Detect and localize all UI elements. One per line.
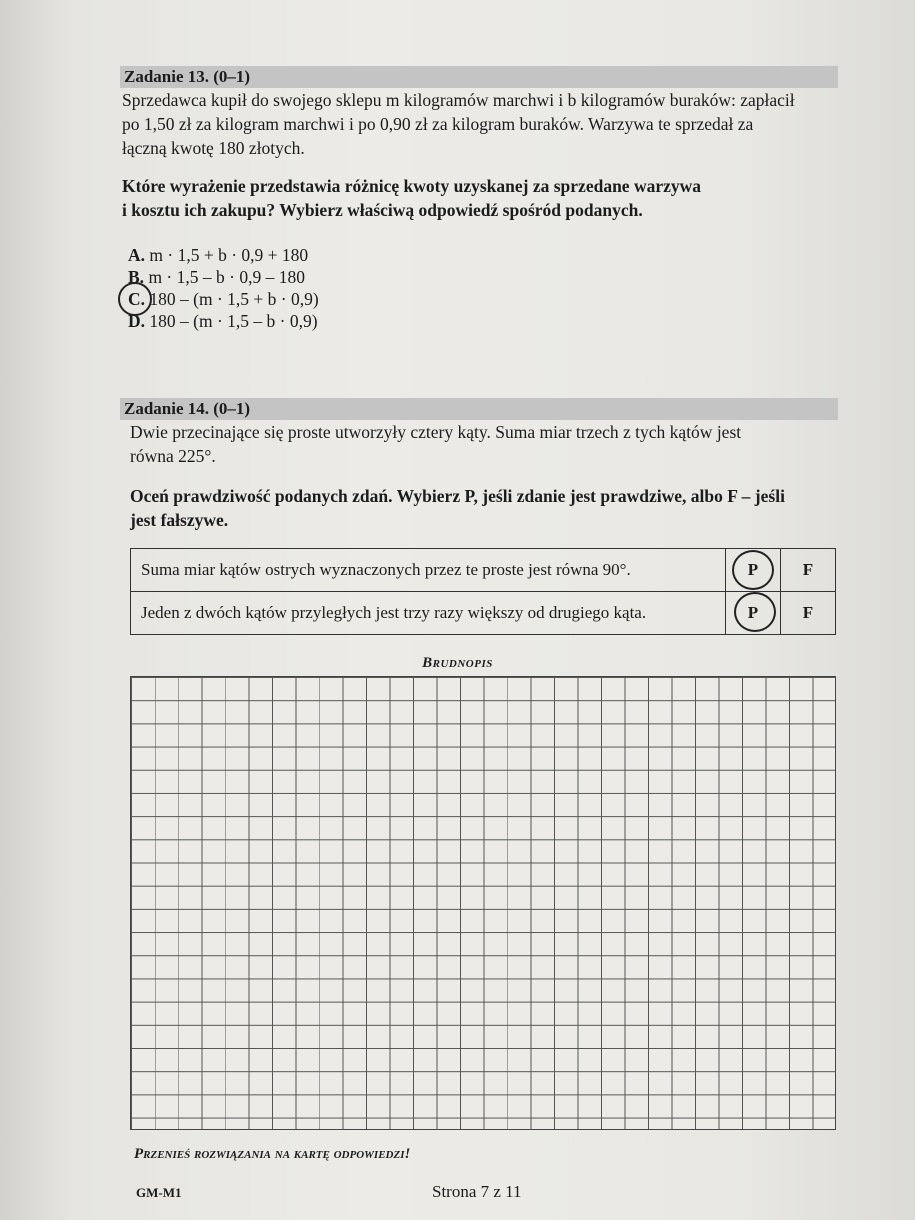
draft-grid[interactable] (130, 676, 836, 1130)
answer-circle-mark (734, 592, 776, 632)
task13-question (122, 174, 836, 222)
task13-option-a[interactable] (128, 244, 308, 266)
task13-intro (122, 88, 836, 160)
answer-circle-mark (732, 550, 774, 590)
task14-question-line: Oceń prawdziwość podanych zdań. Wybierz P, jeśli zdanie jest prawdziwe, albo F – jeśli (130, 486, 785, 506)
statement-text: Suma miar kątów ostrych wyznaczonych przez te proste jest równa 90°. (131, 549, 726, 592)
option-letter: A. (128, 245, 146, 265)
task14-intro-line: Dwie przecinające się proste utworzyły cztery kąty. Suma miar trzech z tych kątów jest (130, 422, 742, 442)
task13-intro-line: po 1,50 zł za kilogram marchwi i po 0,90 zł za kilogram buraków. Warzywa te sprzedał za (122, 114, 754, 134)
task14-intro-line: równa 225°. (130, 446, 216, 466)
answer-f[interactable]: F (781, 549, 836, 592)
option-text: 180 – (m · 1,5 + b · 0,9) (149, 289, 319, 309)
task14-question-line: jest fałszywe. (130, 510, 229, 530)
task13-header: Zadanie 13. (0–1) (120, 66, 838, 88)
table-row (131, 592, 836, 635)
task13-question-line: i kosztu ich zakupu? Wybierz właściwą odpowiedź spośród podanych. (122, 200, 643, 220)
option-letter: C. (128, 289, 146, 309)
answer-f[interactable]: F (781, 592, 836, 635)
option-text: 180 – (m · 1,5 – b · 0,9) (149, 311, 318, 331)
task13-intro-line: łączną kwotę 180 złotych. (122, 138, 305, 158)
task14-question (130, 484, 836, 532)
true-false-table (130, 548, 836, 635)
option-letter: D. (128, 311, 146, 331)
task14-header: Zadanie 14. (0–1) (120, 398, 838, 420)
answer-p[interactable]: P (726, 592, 781, 635)
answer-p[interactable]: P (726, 549, 781, 592)
option-letter: B. (128, 267, 145, 287)
page-number: Strona 7 z 11 (432, 1182, 522, 1201)
task14-intro (130, 420, 836, 468)
exam-code: GM-M1 (136, 1185, 182, 1200)
task13-option-d[interactable] (128, 310, 318, 332)
task13-question-line: Które wyrażenie przedstawia różnicę kwoty uzyskanej za sprzedane warzywa (122, 176, 702, 196)
draft-title: Brudnopis (422, 655, 493, 671)
option-text: m · 1,5 – b · 0,9 – 180 (148, 267, 305, 287)
table-row (131, 549, 836, 592)
statement-text: Jeden z dwóch kątów przyległych jest trzy razy większy od drugiego kąta. (131, 592, 726, 635)
task13-option-b[interactable] (128, 266, 305, 288)
task13-option-c[interactable] (128, 288, 319, 310)
option-text: m · 1,5 + b · 0,9 + 180 (149, 245, 309, 265)
footer-note: Przenieś rozwiązania na kartę odpowiedzi! (134, 1146, 411, 1162)
answer-circle-mark (118, 282, 152, 316)
task13-intro-line: Sprzedawca kupił do swojego sklepu m kilogramów marchwi i b kilogramów buraków: zapłacił (122, 90, 795, 110)
